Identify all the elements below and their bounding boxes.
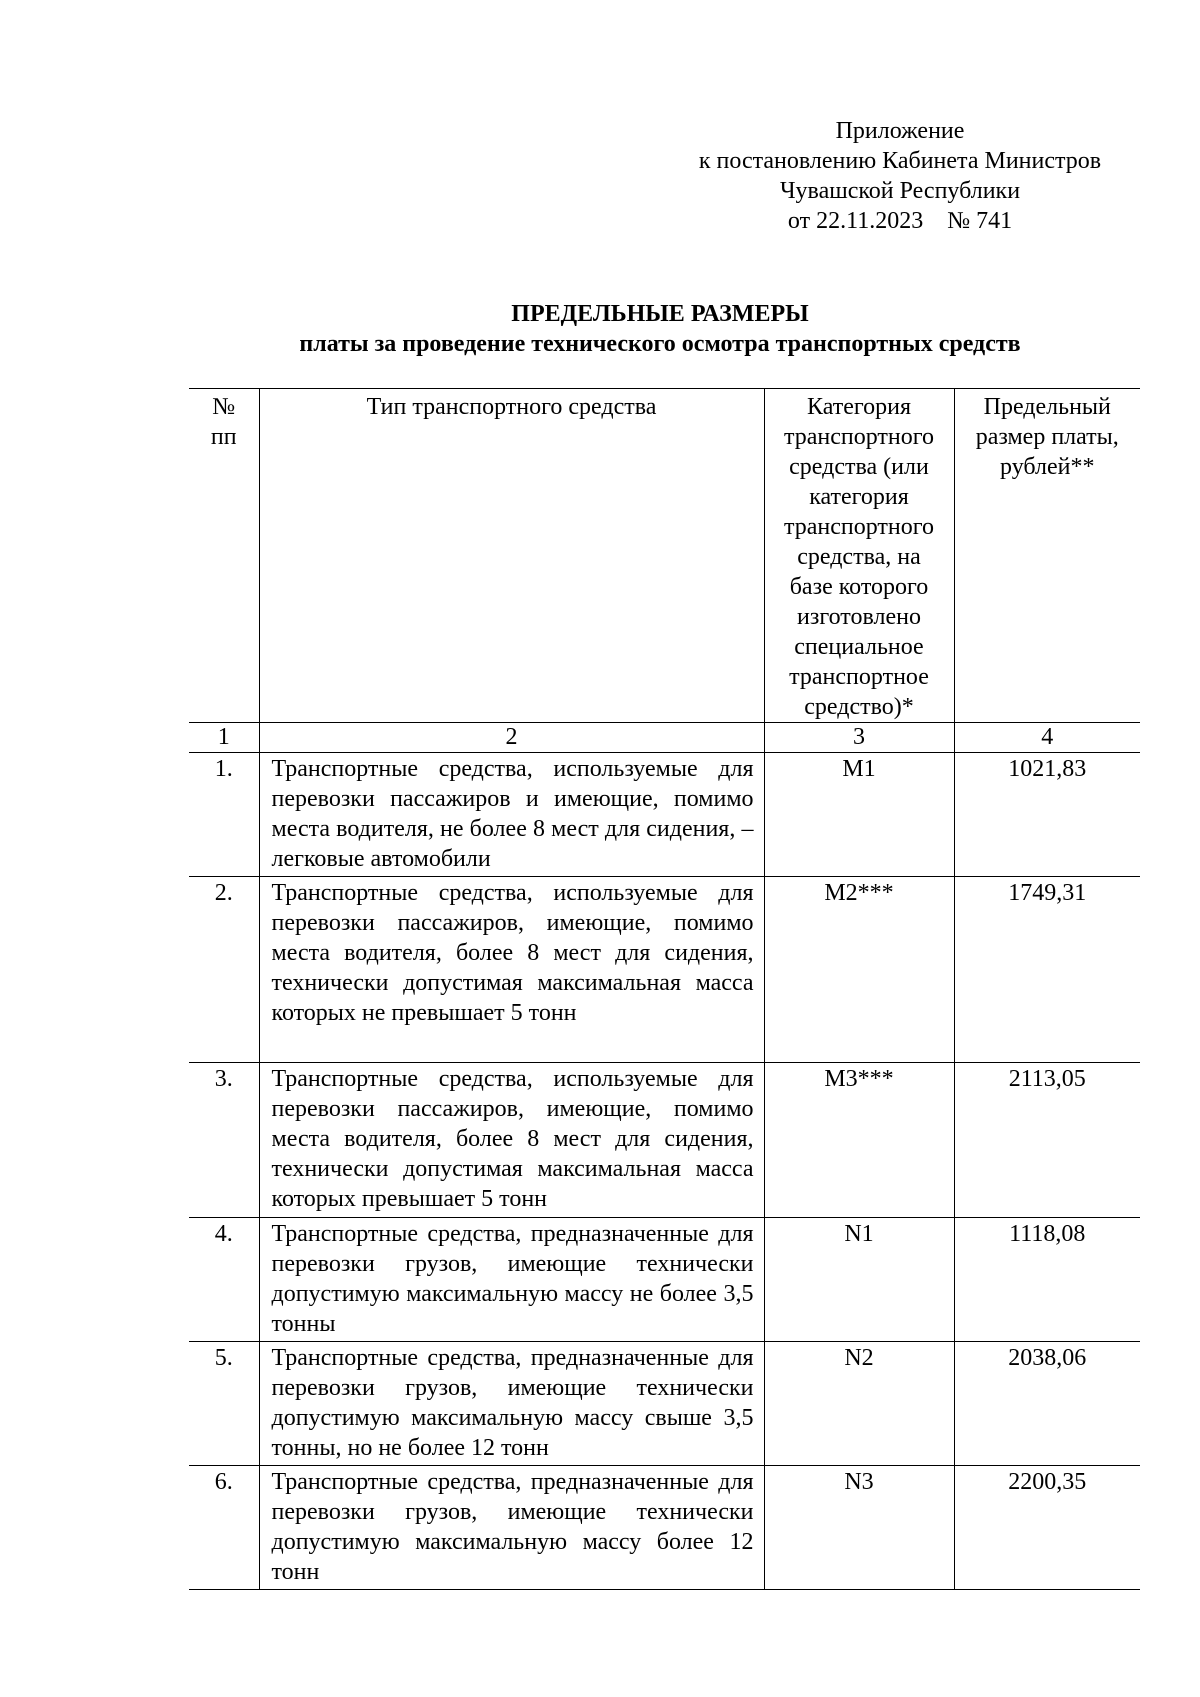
row-fee: 2038,06 (954, 1342, 1140, 1466)
row-vehicle-type: Транспортные средства, используемые для перевозки пассажиров, имеющие, помимо места водителя, более 8 мест для сидения, технически допустимая максимальная масса которых не превышает 5 тонн (259, 877, 764, 1063)
table-header-row (189, 389, 1140, 723)
row-num: 2. (189, 877, 259, 1063)
row-fee: 2113,05 (954, 1063, 1140, 1218)
row-fee: 1749,31 (954, 877, 1140, 1063)
table-row (189, 1063, 1140, 1218)
row-category: M3*** (764, 1063, 954, 1218)
row-vehicle-type: Транспортные средства, используемые для перевозки пассажиров, имеющие, помимо места водителя, более 8 мест для сидения, технически допустимая максимальная масса которых превышает 5 тонн (259, 1063, 764, 1218)
row-num: 4. (189, 1218, 259, 1342)
row-vehicle-type: Транспортные средства, предназначенные для перевозки грузов, имеющие технически допустимую максимальную массу более 12 тонн (259, 1466, 764, 1590)
column-number-3: 3 (764, 723, 954, 753)
row-fee: 1021,83 (954, 753, 1140, 877)
header-type: Тип транспортного средства (259, 389, 764, 723)
appendix-republic: Чувашской Республики (779, 178, 1021, 204)
table-row (189, 877, 1140, 1063)
row-num: 1. (189, 753, 259, 877)
header-fee-text: Предельный размер платы, рублей** (975, 394, 1119, 480)
header-num-text: № пп (210, 394, 237, 450)
table-row (189, 1466, 1140, 1590)
row-num: 5. (189, 1342, 259, 1466)
table-row (189, 753, 1140, 877)
document-subtitle: платы за проведение технического осмотра транспортных средств (299, 331, 1021, 357)
row-category: N2 (764, 1342, 954, 1466)
column-numbers-row (189, 723, 1140, 753)
row-vehicle-type: Транспортные средства, предназначенные для перевозки грузов, имеющие технически допустимую максимальную массу свыше 3,5 тонны, но не более 12 тонн (259, 1342, 764, 1466)
appendix-date-number: от 22.11.2023 № 741 (787, 208, 1013, 234)
header-category (764, 389, 954, 723)
row-vehicle-type: Транспортные средства, используемые для перевозки пассажиров и имеющие, помимо места водителя, не более 8 мест для сидения, – легковые автомобили (259, 753, 764, 877)
row-category: N1 (764, 1218, 954, 1342)
row-num: 6. (189, 1466, 259, 1590)
row-category: M2*** (764, 877, 954, 1063)
header-category-text: Категория транспортного средства (или категория транспортного средства, на базе которого изготовлено специальное транспортное средство)* (783, 394, 935, 720)
table-row (189, 1218, 1140, 1342)
column-number-2: 2 (259, 723, 764, 753)
appendix-header (660, 116, 1140, 236)
fee-table (189, 388, 1140, 1590)
row-fee: 1118,08 (954, 1218, 1140, 1342)
row-vehicle-type: Транспортные средства, предназначенные для перевозки грузов, имеющие технически допустимую максимальную массу не более 3,5 тонны (259, 1218, 764, 1342)
row-category: N3 (764, 1466, 954, 1590)
header-fee (954, 389, 1140, 723)
header-num (189, 389, 259, 723)
document-title: ПРЕДЕЛЬНЫЕ РАЗМЕРЫ (511, 301, 809, 327)
row-fee: 2200,35 (954, 1466, 1140, 1590)
table-row (189, 1342, 1140, 1466)
column-number-4: 4 (954, 723, 1140, 753)
appendix-label: Приложение (835, 118, 965, 144)
row-num: 3. (189, 1063, 259, 1218)
column-number-1: 1 (189, 723, 259, 753)
appendix-resolution: к постановлению Кабинета Министров (698, 148, 1102, 174)
row-category: M1 (764, 753, 954, 877)
